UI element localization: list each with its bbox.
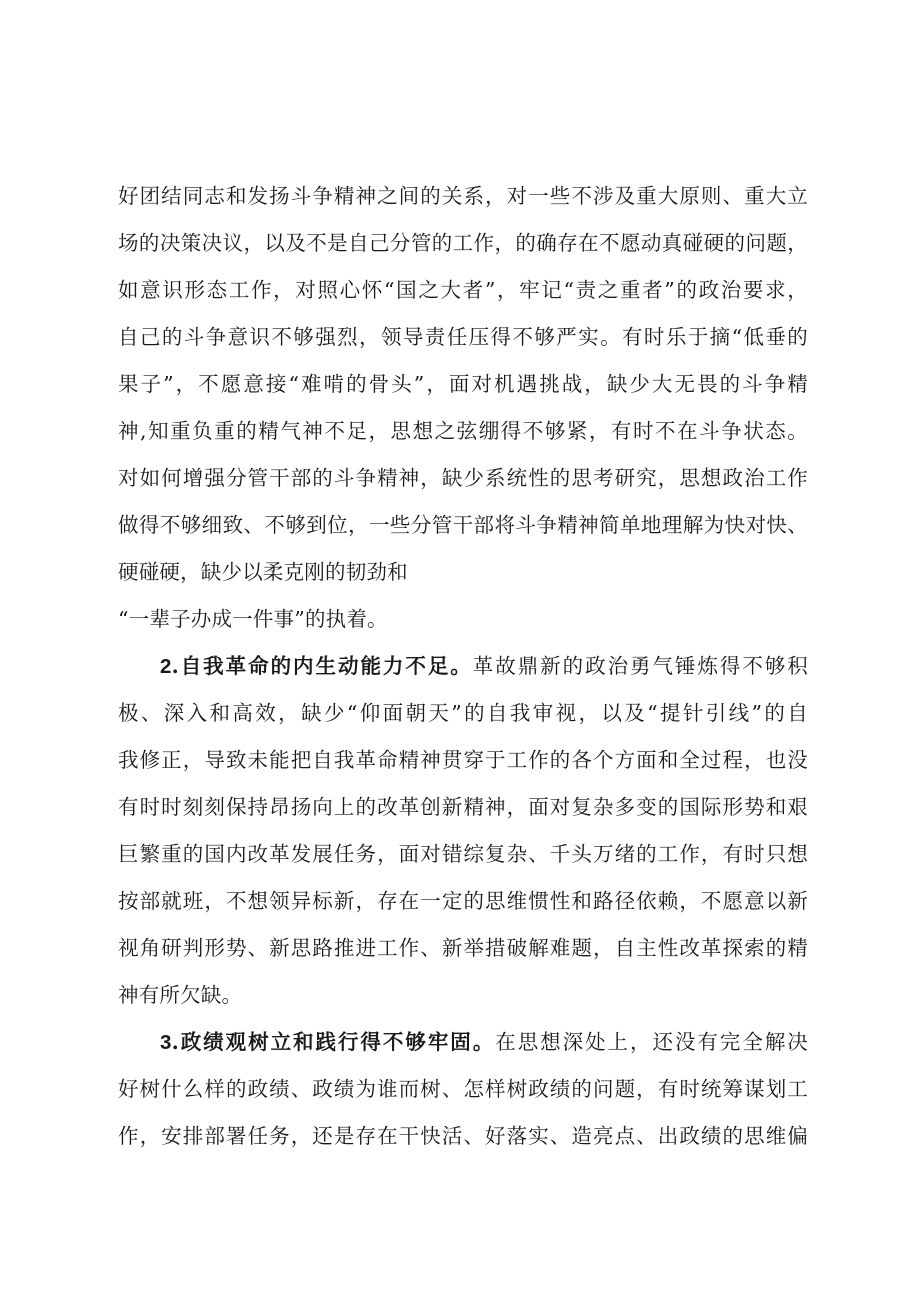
paragraph3-first-line-rest: 在思想深处上，还没有完全解决 <box>495 1030 808 1054</box>
paragraph1-line-1: 好团结同志和发扬斗争精神之间的关系，对一些不涉及重大原则、重大立 <box>118 184 808 208</box>
paragraph2-line-6: 按部就班，不想领异标新，存在一定的思维惯性和路径依赖，不愿意以新 <box>118 889 808 913</box>
paragraph2-heading: .自我革命的内生动能力不足。 <box>171 654 473 678</box>
paragraph1-line-8: 做得不够细致、不够到位，一些分管干部将斗争精神简单地理解为快对快、 <box>118 513 808 537</box>
paragraph1-line-6: 神,知重负重的精气神不足，思想之弦绷得不够紧，有时不在斗争状态。 <box>118 419 808 443</box>
paragraph1-line-4: 自己的斗争意识不够强烈，领导责任压得不够严实。有时乐于摘“低垂的 <box>118 325 808 349</box>
paragraph1-line-9: 硬碰硬，缺少以柔克刚的韧劲和 <box>118 560 408 584</box>
paragraph1-line-7: 对如何增强分管干部的斗争精神，缺少系统性的思考研究，思想政治工作 <box>118 466 808 490</box>
paragraph3-line-3: 作，安排部署任务，还是存在干快活、好落实、造亮点、出政绩的思维偏 <box>118 1124 808 1148</box>
paragraph2-line-8: 神有所欠缺。 <box>118 983 243 1007</box>
paragraph1-line-2: 场的决策决议，以及不是自己分管的工作，的确存在不愿动真碰硬的问题， <box>118 231 808 255</box>
paragraph3-number: 3 <box>160 1031 172 1054</box>
paragraph2-number: 2 <box>160 655 172 678</box>
paragraph2-first-line-rest: 革故鼎新的政治勇气锤炼得不够积 <box>472 654 808 678</box>
paragraph1-line-10: “一辈子办成一件事”的执着。 <box>118 607 388 631</box>
paragraph1-line-5: 果子”，不愿意接“难啃的骨头”，面对机遇挑战，缺少大无畏的斗争精 <box>118 372 808 396</box>
paragraph2-line-4: 有时时刻刻保持昂扬向上的改革创新精神，面对复杂多变的国际形势和艰 <box>118 795 808 819</box>
paragraph3-heading: .政绩观树立和践行得不够牢固。 <box>171 1030 496 1054</box>
paragraph1-line-3: 如意识形态工作，对照心怀“国之大者”，牢记“责之重者”的政治要求， <box>118 278 808 302</box>
paragraph2-line-5: 巨繁重的国内改革发展任务，面对错综复杂、千头万绪的工作，有时只想 <box>118 842 808 866</box>
paragraph2-line-2: 极、深入和高效，缺少“仰面朝天”的自我审视，以及“提针引线”的自 <box>118 701 808 725</box>
paragraph2-line-3: 我修正，导致未能把自我革命精神贯穿于工作的各个方面和全过程，也没 <box>118 748 808 772</box>
paragraph3-first-line <box>160 1028 808 1057</box>
paragraph2-first-line <box>160 652 808 681</box>
paragraph2-line-7: 视角研判形势、新思路推进工作、新举措破解难题，自主性改革探索的精 <box>118 936 808 960</box>
paragraph3-line-2: 好树什么样的政绩、政绩为谁而树、怎样树政绩的问题，有时统筹谋划工 <box>118 1077 808 1101</box>
